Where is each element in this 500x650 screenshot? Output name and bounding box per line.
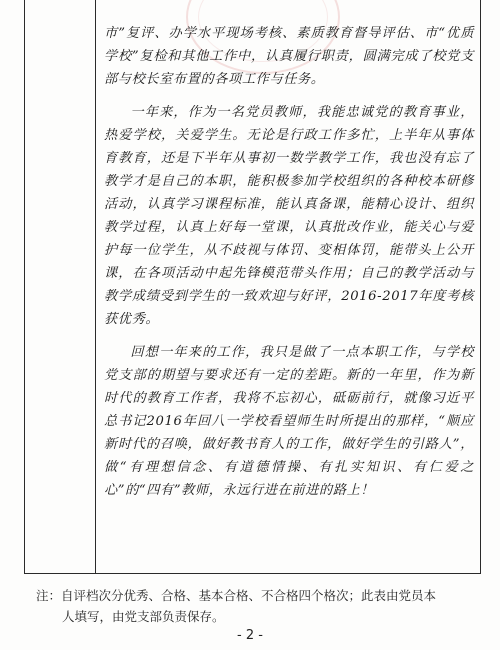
paragraph-teaching: 一年来，作为一名党员教师，我能忠诚党的教育事业，热爱学校，关爱学生。无论是行政工作多忙，上半年从事体育教育，还是下半年从事初一数学教学工作，我也没有忘了教学才是自己的本职，能积极参加学校组织的各种校本研修活动，认真学习课程标准，能认真备课，能精心设计、组织教学过程，认真上好每一堂课，认真批改作业，能关心与爱护每一位学生，从不歧视与体罚、变相体罚，能带头上公开课，在各项活动中起先锋模范带头作用；自己的教学活动与教学成绩受到学生的一致欢迎与好评，2016-2017年度考核获优秀。 — [104, 105, 474, 327]
page-number: - 2 - — [237, 628, 263, 643]
footnote-line-1: 注：自评档次分优秀、合格、基本合格、不合格四个格次；此表由党员本 — [36, 588, 437, 603]
footnote-line-2: 人填写，由党支部负责保存。 — [62, 609, 225, 624]
table-column-divider — [95, 0, 96, 573]
paragraph-reflection: 回想一年来的工作，我只是做了一点本职工作，与学校党支部的期望与要求还有一定的差距。新的一年里，作为新时代的教育工作者，我将不忘初心，砥砺前行，就像习近平总书记2016年回八一学校看望师生时所提出的那样，“顺应新时代的召唤，做好教书育人的工作，做好学生的引路人”，做“有理想信念、有道德情操、有扎实知识、有仁爱之心”的“四有”教师，永远行进在前进的路上！ — [104, 345, 474, 498]
self-evaluation-text — [104, 22, 474, 512]
footnote — [36, 585, 472, 627]
paragraph-continued: 市”复评、办学水平现场考核、素质教育督导评估、市“优质学校”复检和其他工作中，认真履行职责，圆满完成了校党支部与校长室布置的各项工作与任务。 — [104, 26, 474, 87]
